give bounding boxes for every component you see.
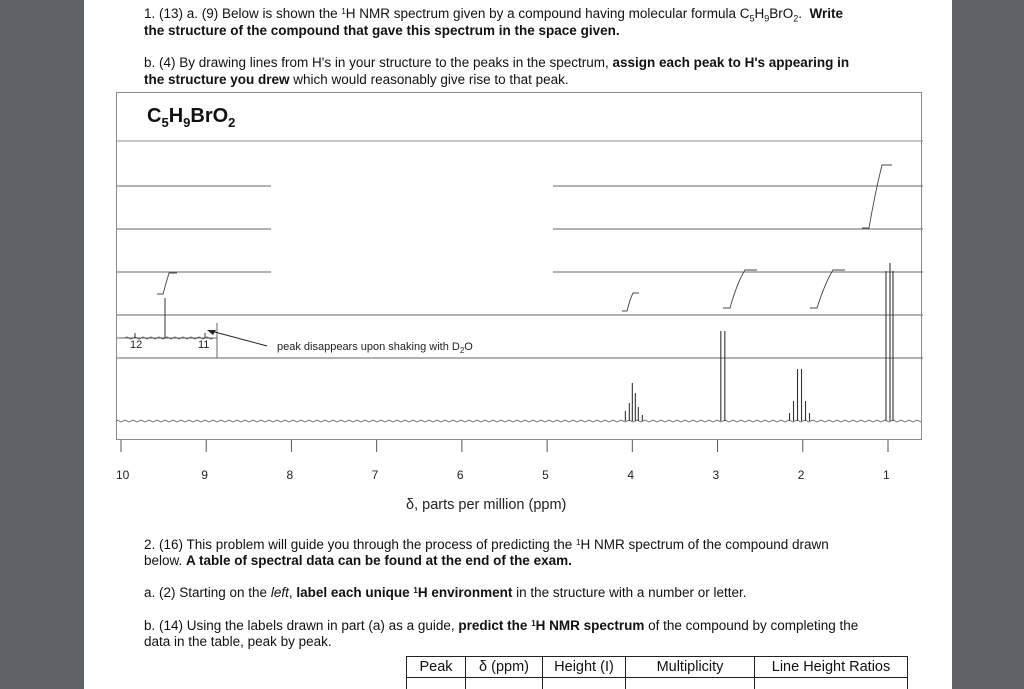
x-tick-label: 8 (286, 468, 294, 482)
spectrum-formula: $C_5H_9BrO_2$ (147, 105, 236, 130)
x-tick-label: 5 (542, 468, 549, 482)
table-header-row (407, 657, 908, 678)
q1-b-line2: the structure you drew which would reasonably give rise to that peak. (144, 72, 569, 87)
exam-page (84, 0, 952, 689)
q2-b-line1: b. (14) Using the labels drawn in part (a) as a guide, predict the $^1$H NMR spectrum of the compound by completing the (144, 618, 859, 633)
x-tick-label: 10 (116, 468, 130, 482)
x-tick-label: 9 (201, 468, 208, 482)
q2-b-line2: data in the table, peak by peak. (144, 634, 332, 649)
table-cell[interactable] (755, 678, 908, 689)
table-cell[interactable] (407, 678, 466, 689)
q1-a-line2: the structure of the compound that gave this spectrum in the space given. (144, 23, 620, 38)
nmr-spectrum (116, 92, 922, 440)
q1-b-line1: b. (4) By drawing lines from H's in your structure to the peaks in the spectrum, assign each peak to H's appearing in (144, 55, 850, 70)
q2-intro-line2: below. A table of spectral data can be found at the end of the exam. (144, 553, 572, 568)
table-cell[interactable] (543, 678, 626, 689)
col-shift: δ (ppm) (466, 657, 543, 678)
integral-curves (622, 165, 892, 311)
table-cell[interactable] (466, 678, 543, 689)
q2-a: a. (2) Starting on the left, label each unique $^1$H environment in the structure with a number or letter. (144, 585, 747, 600)
inset-tick-12: 12 (130, 339, 143, 351)
table-row[interactable] (407, 678, 908, 689)
col-ratios: Line Height Ratios (755, 657, 908, 678)
integral-grid (117, 186, 923, 358)
col-peak: Peak (407, 657, 466, 678)
x-tick-label: 6 (456, 468, 464, 482)
spectrum-plot (117, 93, 923, 441)
d2o-annotation: peak disappears upon shaking with $D_2O$ (277, 341, 473, 356)
x-tick-label: 2 (797, 468, 805, 482)
x-tick-label: 3 (712, 468, 720, 482)
col-multiplicity: Multiplicity (626, 657, 755, 678)
col-height: Height (I) (543, 657, 626, 678)
x-axis-title: δ, parts per million (ppm) (406, 497, 567, 513)
spectrum-baseline (117, 420, 921, 422)
inset-tick-11: 11 (198, 339, 210, 351)
x-axis (84, 440, 952, 460)
x-tick-label: 4 (627, 468, 635, 482)
x-tick-label: 7 (371, 468, 379, 482)
spectrum-peaks (625, 263, 893, 421)
q1-a-line1: 1. (13) a. (9) Below is shown the $^1$H NMR spectrum given by a compound having molecular formula $C_5H_9BrO_2$. Write (144, 6, 844, 24)
table-cell[interactable] (626, 678, 755, 689)
q2-intro-line1: 2. (16) This problem will guide you through the process of predicting the $^1$H NMR spectrum of the compound drawn (144, 537, 829, 552)
x-tick-label: 1 (883, 468, 890, 482)
spectral-table (406, 656, 908, 689)
